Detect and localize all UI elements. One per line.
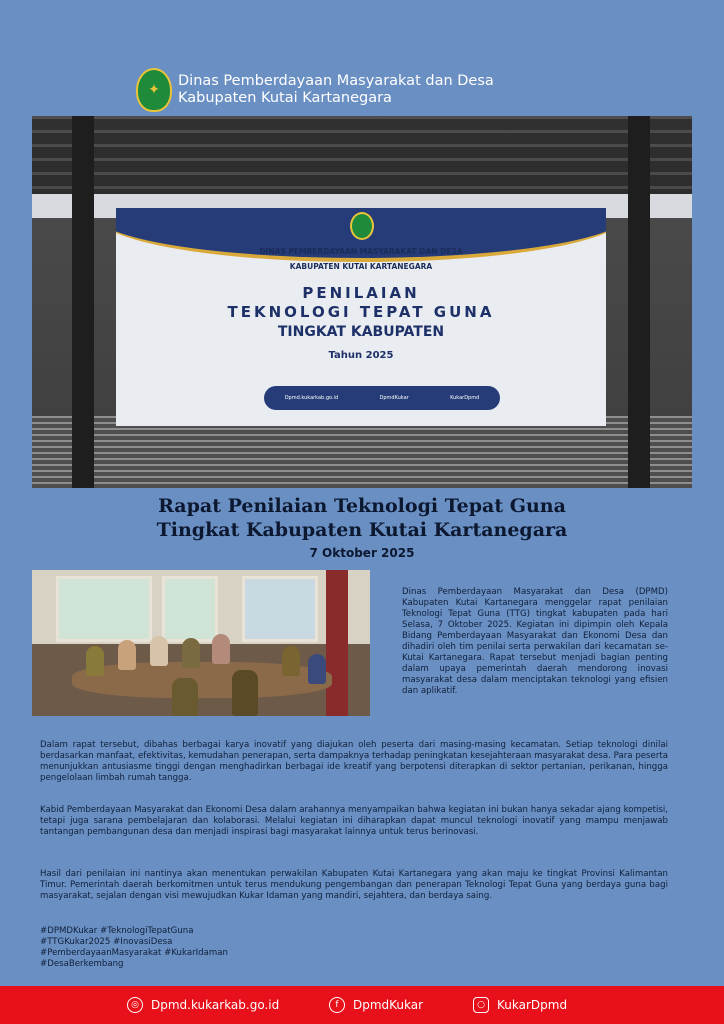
screen-org: DINAS PEMBERDAYAAN MASYARAKAT DAN DESA KABUPATEN KUTAI KARTANEGARA bbox=[259, 247, 463, 271]
screen-subtitle: TINGKAT KABUPATEN bbox=[277, 324, 445, 340]
kutai-kartanegara-emblem-icon: ✦ bbox=[136, 68, 172, 112]
instagram-icon: ○ bbox=[473, 997, 489, 1013]
page-header bbox=[136, 68, 494, 112]
paragraph-4: Hasil dari penilaian ini nantinya akan menentukan perwakilan Kabupaten Kutai Kartanegara yang akan maju ke tingkat Provinsi Kalimantan Timur. Pemerintah daerah berkomitmen untuk terus mendukung pengembangan dan penerapan Teknologi Tepat Guna yang berdaya guna bagi masyarakat, sejalan dengan visi mewujudkan Kukar Idaman yang mandiri, sejahtera, dan berdaya saing. bbox=[40, 869, 668, 901]
facebook-icon: f bbox=[329, 997, 345, 1013]
header-line2: Kabupaten Kutai Kartanegara bbox=[178, 90, 392, 106]
hashtag-line: #PemberdayaanMasyarakat #KukarIdaman bbox=[40, 948, 228, 958]
hashtag-line: #TTGKukar2025 #InovasiDesa bbox=[40, 937, 173, 947]
meeting-photo bbox=[32, 570, 370, 716]
footer-bar bbox=[0, 986, 724, 1024]
footer-website[interactable]: ◎ Dpmd.kukarkab.go.id bbox=[127, 997, 279, 1013]
footer-facebook[interactable]: f DpmdKukar bbox=[329, 997, 423, 1013]
footer-instagram[interactable]: ○ KukarDpmd bbox=[473, 997, 567, 1013]
article-date: 7 Oktober 2025 bbox=[309, 546, 415, 560]
globe-icon: ◎ bbox=[127, 997, 143, 1013]
intro-paragraph: Dinas Pemberdayaan Masyarakat dan Desa (DPMD) Kabupaten Kutai Kartanegara menggelar rapat penilaian Teknologi Tepat Guna (TTG) tingkat kabupaten pada hari Selasa, 7 Oktober 2025. Kegiatan ini dipimpin oleh Kepala Bidang Pemberdayaan Masyarakat dan Ekonomi Desa dan dihadiri oleh tim penilai serta perwakilan dari kecamatan se-Kutai Kartanegara. Rapat tersebut menjadi bagian penting dalam upaya pemerintah daerah mendorong inovasi masyarakat desa dalam menciptakan teknologi yang efisien dan aplikatif. bbox=[402, 587, 668, 696]
hashtag-line: #DesaBerkembang bbox=[40, 959, 124, 969]
screen-contact-bar: Dpmd.kukarkab.go.id DpmdKukar KukarDpmd bbox=[264, 386, 500, 410]
paragraph-2: Dalam rapat tersebut, dibahas berbagai karya inovatif yang diajukan oleh peserta dari masing-masing kecamatan. Setiap teknologi dinilai berdasarkan manfaat, efektivitas, kemudahan penerapan, serta dampaknya terhadap peningkatan kesejahteraan masyarakat desa. Para peserta menunjukkan antusiasme tinggi dengan menghadirkan berbagai ide kreatif yang berpotensi diterapkan di sektor pertanian, perikanan, hingga pengelolaan limbah rumah tangga. bbox=[40, 740, 668, 783]
hero-photo bbox=[32, 116, 692, 488]
header-line1: Dinas Pemberdayaan Masyarakat dan Desa bbox=[178, 73, 494, 89]
screen-title: PENILAIAN TEKNOLOGI TEPAT GUNA bbox=[227, 284, 495, 321]
screen-year: Tahun 2025 bbox=[328, 350, 394, 361]
led-screen bbox=[116, 208, 606, 426]
screen-emblem-icon bbox=[350, 212, 374, 240]
hashtag-line: #DPMDKukar #TeknologiTepatGuna bbox=[40, 926, 194, 936]
article-title: Rapat Penilaian Teknologi Tepat Guna Tingkat Kabupaten Kutai Kartanegara bbox=[156, 495, 568, 541]
paragraph-3: Kabid Pemberdayaan Masyarakat dan Ekonomi Desa dalam arahannya menyampaikan bahwa kegiatan ini bukan hanya sekadar ajang kompetisi, tetapi juga sarana pembelajaran dan kolaborasi. Melalui kegiatan ini diharapkan dapat muncul teknologi inovatif yang mampu menjawab tantangan pembangunan desa dan menjadi inspirasi bagi masyarakat lainnya untuk terus berinovasi. bbox=[40, 805, 668, 837]
hashtags bbox=[40, 926, 228, 970]
header-text bbox=[178, 73, 494, 107]
